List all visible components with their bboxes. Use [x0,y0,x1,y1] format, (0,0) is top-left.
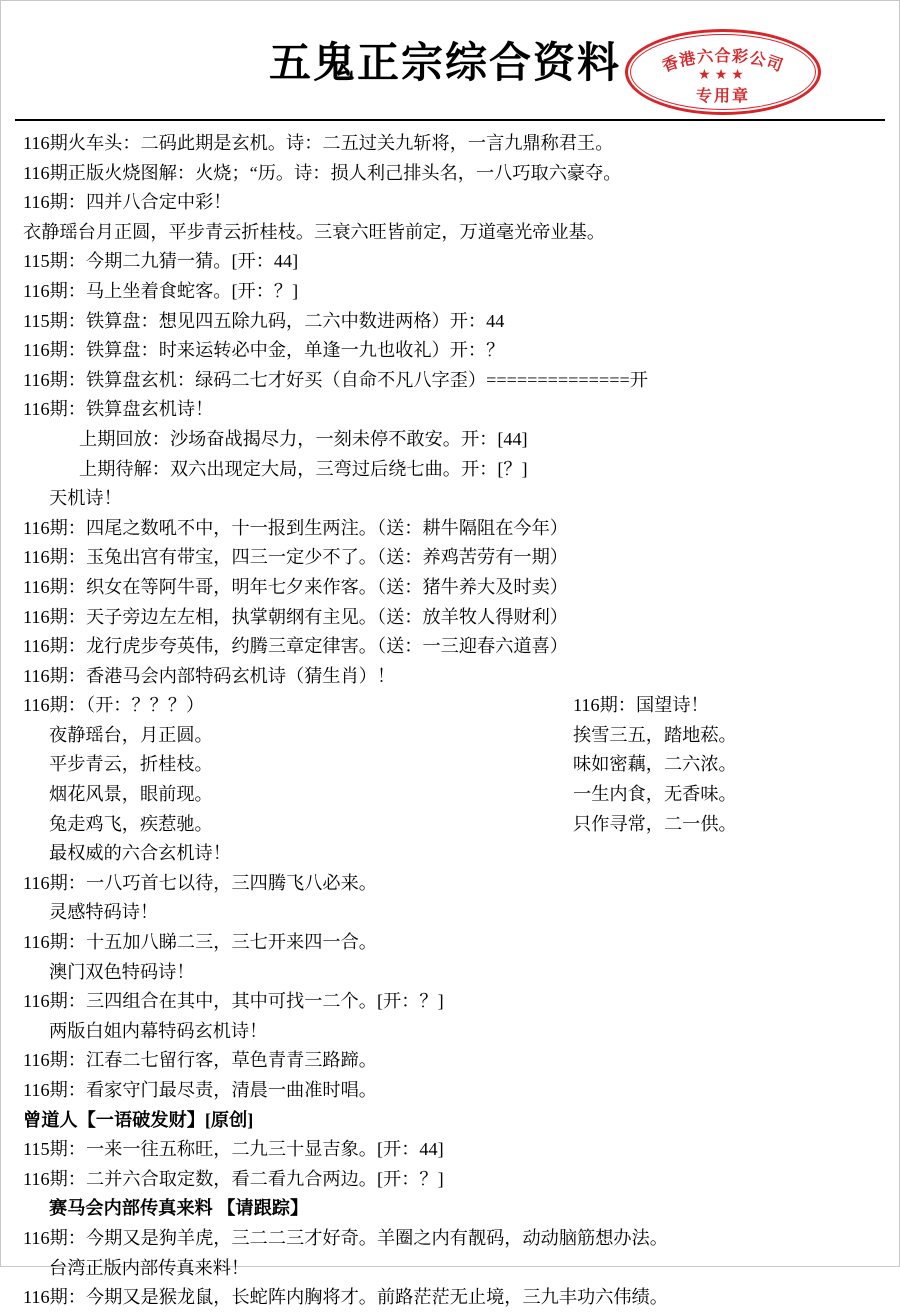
text-line-14: 116期：玉兔出宫有带宝，四三一定少不了。（送：养鸡苦劳有一期） [23,547,568,568]
document-content [1,129,899,1313]
stamp-arc-label: 香港六合彩公司 [660,47,786,76]
text-line-9: 116期：铁算盘玄机诗！ [23,399,214,420]
official-stamp [625,29,821,115]
bottom-text-line-2: 灵感特码诗！ [49,902,159,923]
left-column [23,691,563,839]
right-text-line-0: 116期：国望诗！ [573,695,709,716]
bottom-text-line-12: 赛马会内部传真来料 【请跟踪】 [49,1198,309,1219]
left-text-line-1: 夜静瑶台，月正圆。 [49,724,213,745]
bottom-text-line-5: 116期：三四组合在其中，其中可找一二个。[开：？] [23,991,444,1012]
text-line-1: 116期正版火烧图解：火烧；“历。诗：损人利己排头名，一八巧取六豪夺。 [23,162,622,183]
right-text-line-3: 一生内食，无香味。 [573,784,737,805]
two-column-section [23,691,877,839]
bottom-text-line-10: 115期：一来一往五称旺，二九三十显吉象。[开：44] [23,1139,444,1160]
text-line-16: 116期：天子旁边左左相，执掌朝纲有主见。（送：放羊牧人得财利） [23,606,568,627]
right-text-line-2: 味如密藕，二六浓。 [573,754,737,775]
stamp-bottom-label: 专用章 [695,88,750,105]
text-line-12: 天机诗！ [49,488,122,509]
bottom-text-line-14: 台湾正版内部传真来料！ [49,1257,250,1278]
bottom-text-line-3: 116期：十五加八睇二三，三七开来四一合。 [23,932,377,953]
bottom-text-line-7: 116期：江春二七留行客，草色青青三路蹄。 [23,1050,377,1071]
bottom-text-line-4: 澳门双色特码诗！ [49,961,195,982]
section-top-lines [23,129,877,691]
text-line-11: 上期待解：双六出现定大局，三弯过后绕七曲。开：[？] [79,458,528,479]
text-line-13: 116期：四尾之数吼不中，十一报到生两注。（送：耕牛隔阻在今年） [23,517,568,538]
bottom-text-line-6: 两版白姐内幕特码玄机诗！ [49,1020,268,1041]
bottom-text-line-8: 116期：看家守门最尽责，清晨一曲准时唱。 [23,1080,377,1100]
bottom-text-line-11: 116期：二并六合取定数，看二看九合两边。[开：？] [23,1168,444,1189]
bottom-text-line-9: 曾道人【一语破发财】[原创] [23,1109,254,1130]
section-bottom-lines [23,839,877,1313]
text-line-5: 116期：马上坐着食蛇客。[开：？] [23,280,299,301]
left-text-line-0: 116期：（开：？？？） [23,695,205,716]
bottom-text-line-13: 116期：今期又是狗羊虎，三二二三才好奇。羊圈之内有靓码，动动脑筋想办法。 [23,1227,668,1248]
text-line-2: 116期：四并八合定中彩！ [23,192,232,213]
bottom-text-line-15: 116期：今期又是猴龙鼠，长蛇阵内胸将才。前路茫茫无止境，三九丰功六伟绩。 [23,1287,668,1308]
bottom-text-line-1: 116期：一八巧首七以待，三四腾飞八必来。 [23,872,377,893]
text-line-6: 115期：铁算盘：想见四五除九码，二六中数进两格）开：44 [23,310,505,331]
stamp-stars: ★★★ [698,68,748,83]
left-text-line-4: 兔走鸡飞，疾惹驰。 [49,813,213,834]
header-divider [15,119,885,121]
text-line-3: 衣静瑶台月正圆，平步青云折桂枝。三衰六旺皆前定，万道毫光帝业基。 [23,221,606,242]
text-line-17: 116期：龙行虎步夸英伟，约腾三章定律害。（送：一三迎春六道喜） [23,636,568,657]
text-line-10: 上期回放：沙场奋战揭尽力，一刻未停不敢安。开：[44] [79,428,528,449]
text-line-0: 116期火车头：二码此期是玄机。诗：二五过关九斩将，一言九鼎称君王。 [23,133,614,153]
page-header [1,1,899,119]
page-title: 五鬼正宗综合资料 [268,41,621,87]
left-text-line-2: 平步青云，折桂枝。 [49,754,213,775]
right-text-line-1: 挨雪三五，踏地菘。 [573,724,737,745]
left-text-line-3: 烟花风景，眼前现。 [49,784,213,805]
text-line-4: 115期：今期二九猜一猜。[开：44] [23,251,299,272]
text-line-18: 116期：香港马会内部特码玄机诗（猜生肖）！ [23,665,396,686]
right-column [563,691,877,839]
bottom-text-line-0: 最权威的六合玄机诗！ [49,843,231,864]
text-line-15: 116期：织女在等阿牛哥，明年七夕来作客。（送：猪牛养大及时卖） [23,576,568,597]
text-line-7: 116期：铁算盘：时来运转必中金，单逢一九也收礼）开：？ [23,340,505,361]
right-text-line-4: 只作寻常，二一供。 [573,813,737,834]
text-line-8: 116期：铁算盘玄机：绿码二七才好买（自命不凡八字歪）==============开 [23,369,648,390]
